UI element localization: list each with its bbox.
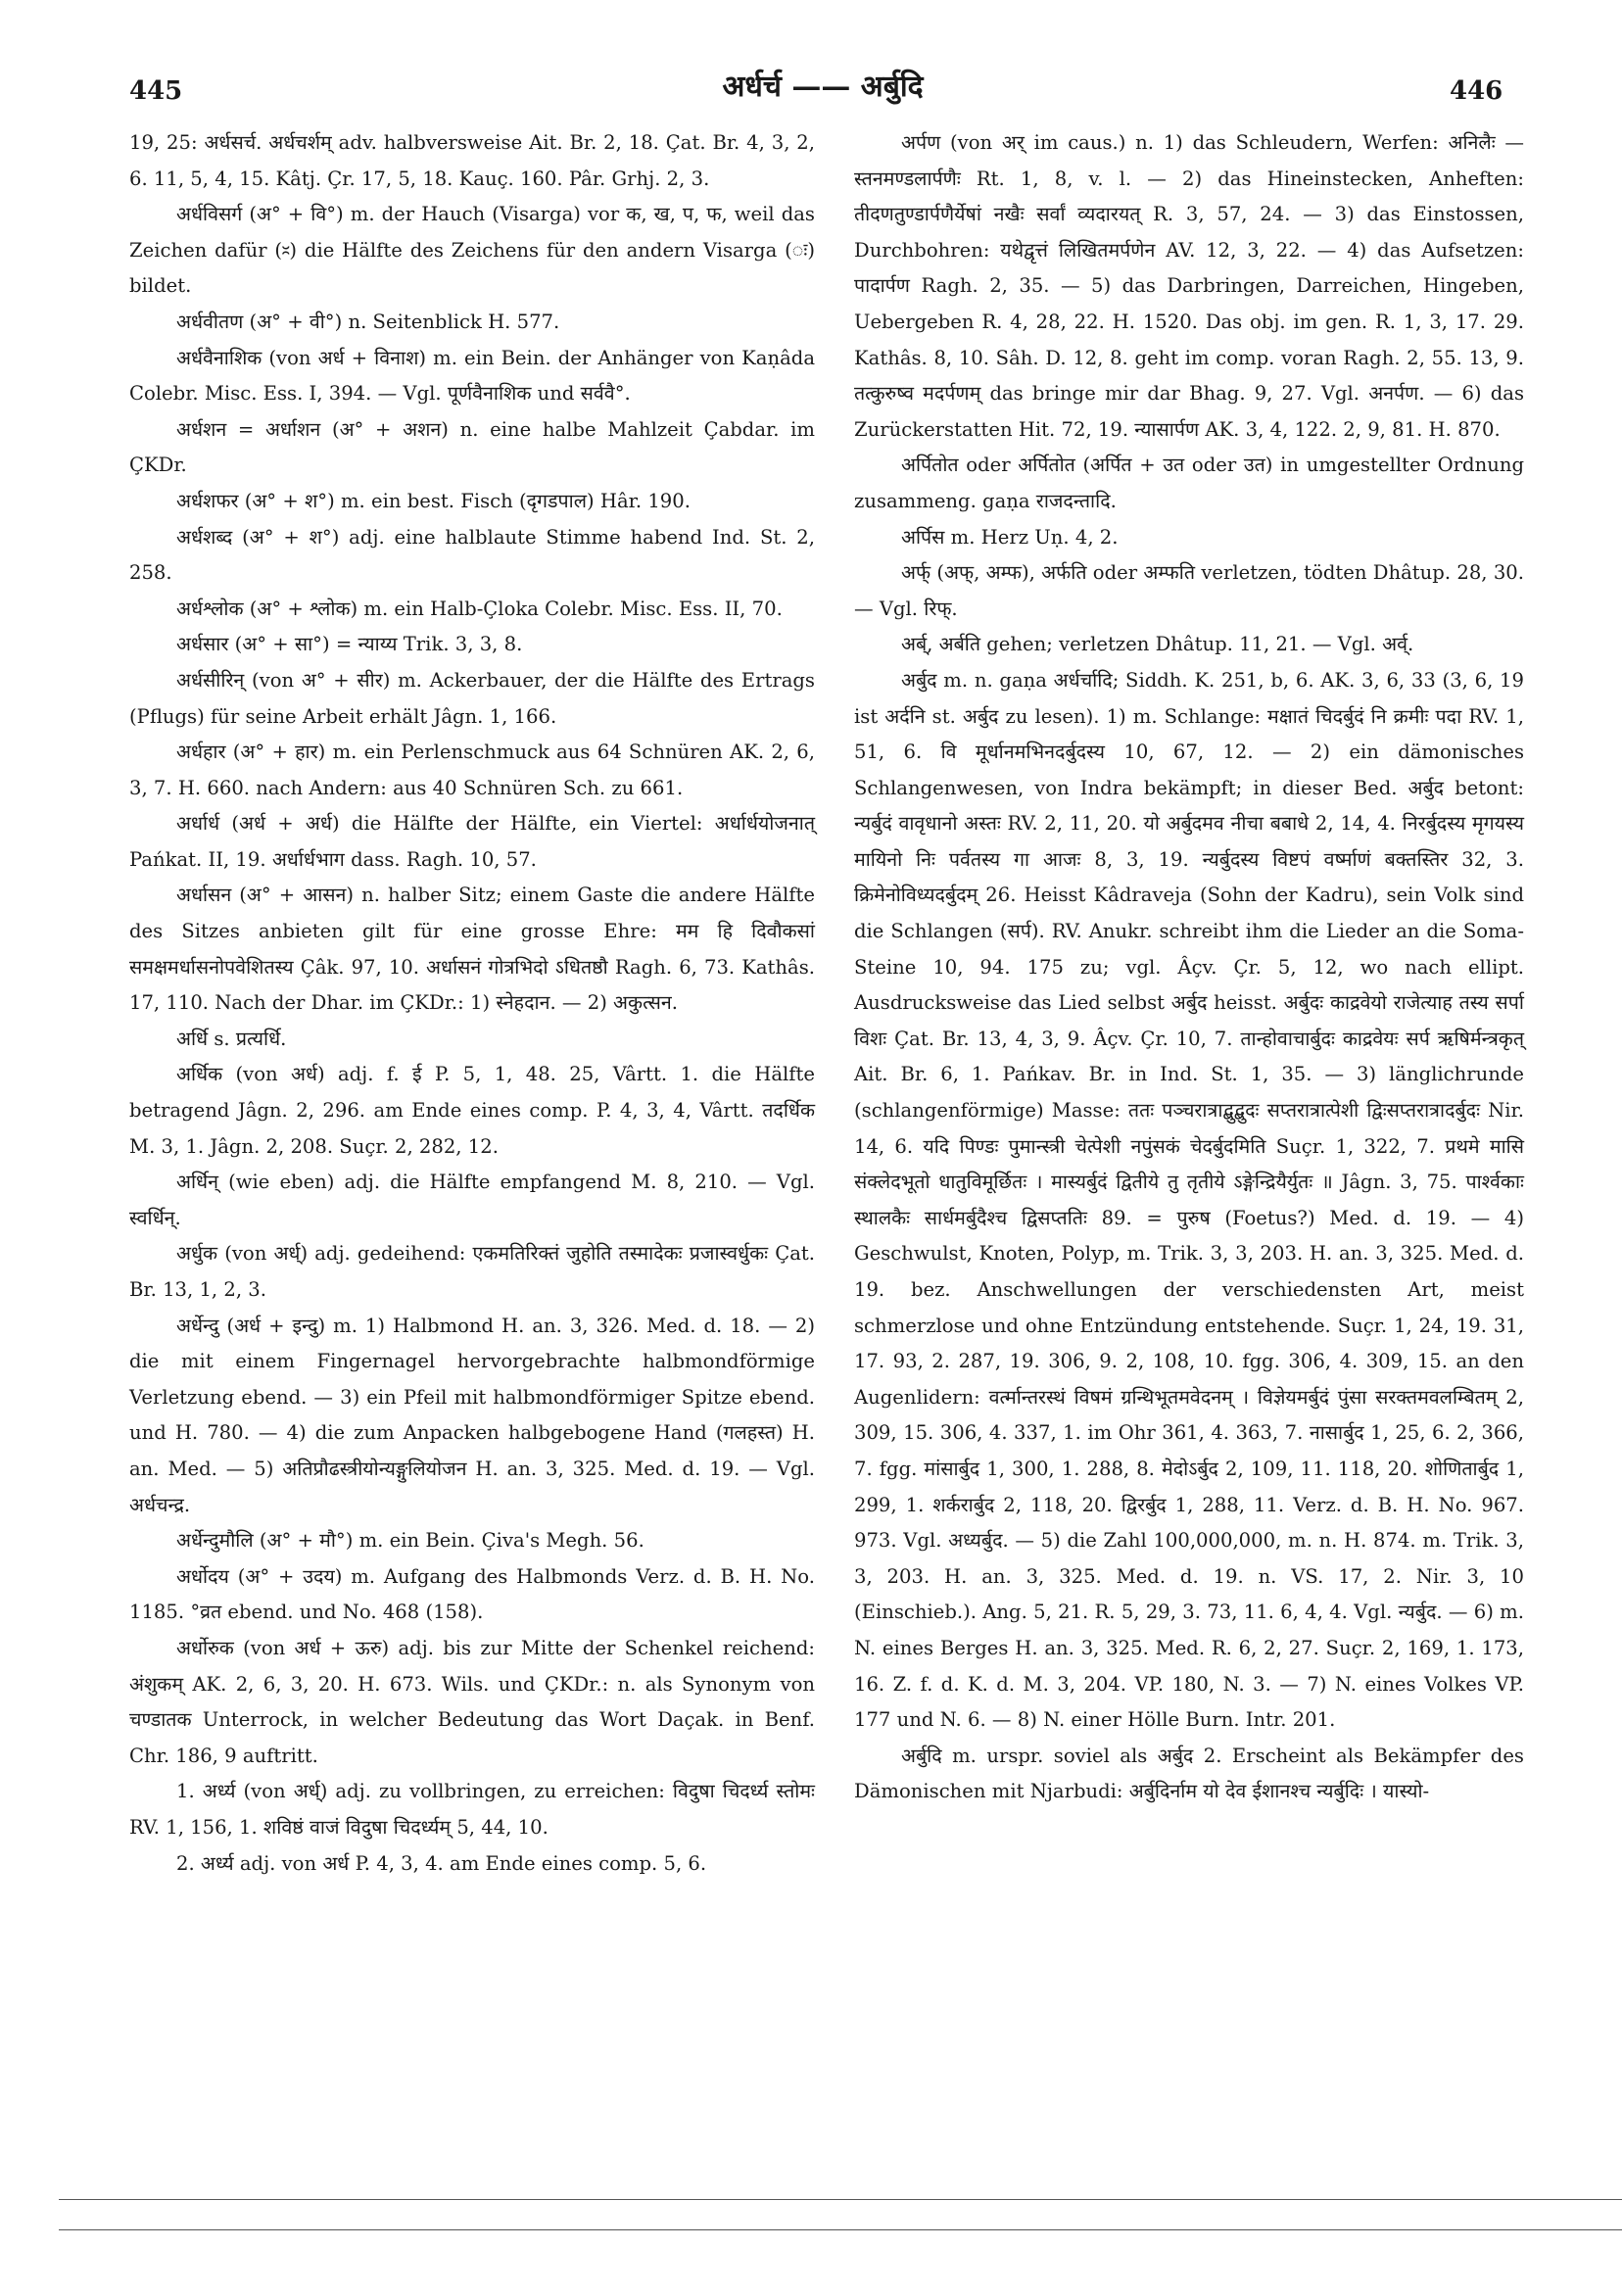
entry: अर्धार्ध (अर्ध + अर्ध) die Hälfte der Hälfte, ein Viertel: अर्धार्धयोजनात् Pańkat. II, 19. अर्धार्धभाग dass. Ragh. 10, 57. [129, 812, 815, 871]
left-column [129, 125, 815, 1882]
entry-continuation: 19, 25: अर्धसर्च. अर्धचर्शम् adv. halbversweise Ait. Br. 2, 18. Çat. Br. 4, 3, 2, 6. 11, 5, 4, 15. Kâtj. Çr. 17, 5, 18. Kauç. 160. Pâr. Grhj. 2, 3. [129, 131, 815, 190]
left-page-number: 445 [129, 76, 183, 106]
entry: अर्धविसर्ग (अ° + वि°) m. der Hauch (Visarga) vor क, ख, प, फ, weil das Zeichen dafür (ᳲ) die Hälfte des Zeichens für den andern Visarga (ः) bildet. [129, 203, 815, 298]
entry: अर्धशब्द (अ° + श°) adj. eine halblaute Stimme habend Ind. St. 2, 258. [129, 525, 815, 585]
right-column [854, 125, 1524, 1810]
entry: अर्धवीतण (अ° + वी°) n. Seitenblick H. 577. [176, 310, 560, 333]
entry: अर्ब्, अर्बति gehen; verletzen Dhâtup. 11, 21. — Vgl. अर्व्. [901, 633, 1414, 656]
entry: अर्धशन = अर्धाशन (अ° + अशन) n. eine halbe Mahlzeit Çabdar. im ÇKDr. [129, 417, 815, 477]
entry: अर्पितोत oder अर्पितोत (अर्पित + उत oder उत) in umgestellter Ordnung zusammeng. gaṇa राजदन्तादि. [854, 454, 1524, 512]
entry: अर्धेन्दुमौलि (अ° + मौ°) m. ein Bein. Çiva's Megh. 56. [176, 1529, 644, 1553]
entry: अर्धोदय (अ° + उदय) m. Aufgang des Halbmonds Verz. d. B. H. No. 1185. °व्रत ebend. und No. 468 (158). [129, 1564, 815, 1624]
entry: अर्फ् (अफ्, अम्फ), अर्फति oder अम्फति verletzen, tödten Dhâtup. 28, 30. — Vgl. रिफ्. [854, 561, 1524, 620]
entry: अर्धोरुक (von अर्ध + ऊरु) adj. bis zur Mitte der Schenkel reichend: अंशुकम् AK. 2, 6, 3, 20. H. 673. Wils. und ÇKDr.: n. als Synonym von चण्डातक Unterrock, in welcher Bedeutung das Wort Daçak. in Benf. Chr. 186, 9 auftritt. [129, 1636, 815, 1767]
right-page-number: 446 [1450, 76, 1503, 106]
entry: अर्बुद m. n. gaṇa अर्धर्चादि; Siddh. K. 251, b, 6. AK. 3, 6, 33 (3, 6, 19 ist अर्दनि st. अर्बुद zu lesen). 1) m. Schlange: मक्षातं चिदर्बुदं नि क्रमीः पदा RV. 1, 51, 6. वि मूर्धानमभिनदर्बुदस्य 10, 67, 12. — 2) ein dämonisches Schlangenwesen, von Indra bekämpft; in dieser Bed. अर्बुद betont: न्यर्बुदं वावृधानो अस्तः RV. 2, 11, 20. यो अर्बुदमव नीचा बबाधे 2, 14, 4. निरर्बुदस्य मृगयस्य मायिनो निः पर्वतस्य गा आजः 8, 3, 19. न्यर्बुदस्य विष्टपं वर्ष्माणं बक्तस्तिर 32, 3. क्रिमेनोविध्यदर्बुदम् 26. Heisst Kâdraveja (Sohn der Kadru), sein Volk sind die Schlangen (सर्प). RV. Anukr. schreibt ihm die Lieder an die Soma-Steine 10, 94. 175 zu; vgl. Âçv. Çr. 5, 12, wo nach ellipt. Ausdrucksweise das Lied selbst अर्बुद heisst. अर्बुदः काद्रवेयो राजेत्याह तस्य सर्पा विशः Çat. Br. 13, 4, 3, 9. Âçv. Çr. 10, 7. तान्होवाचार्बुदः काद्रवेयः सर्प ऋषिर्मन्त्रकृत् Ait. Br. 6, 1. Pańkav. Br. in Ind. St. 1, 35. — 3) länglichrunde (schlangenförmige) Masse: ततः पञ्चरात्राद्बुद्बुदः सप्तरात्रात्पेशी द्विःसप्तरात्रादर्बुदः Nir. 14, 6. यदि पिण्डः पुमान्स्त्री चेत्पेशी नपुंसकं चेदर्बुदमिति Suçr. 1, 322, 7. प्रथमे मासि संक्लेदभूतो धातुविमूर्छितः । मास्यर्बुदं द्वितीये तु तृतीये ऽङ्गेन्द्रियैर्युतः ॥ Jâgn. 3, 75. पार्श्वकाः स्थालकैः सार्धमर्बुदैश्च द्विसप्ततिः 89. = पुरुष (Foetus?) Med. d. 19. — 4) Geschwulst, Knoten, Polyp, m. Trik. 3, 3, 203. H. an. 3, 325. Med. d. 19. bez. Anschwellungen der verschiedensten Art, meist schmerzlose und ohne Entzündung entstehende. Suçr. 1, 24, 19. 31, 17. 93, 2. 287, 19. 306, 9. 2, 108, 10. fgg. 306, 4. 309, 15. an den Augenlidern: वर्त्मान्तरस्थं विषमं ग्रन्थिभूतमवेदनम् । विज्ञेयमर्बुदं पुंसा सरक्तमवलम्बितम् 2, 309, 15. 306, 4. 337, 1. im Ohr 361, 4. 363, 7. नासार्बुद 1, 25, 6. 2, 366, 7. fgg. मांसार्बुद 1, 300, 1. 288, 8. मेदोऽर्बुद 2, 109, 11. 118, 20. शोणितार्बुद 1, 299, 1. शर्करार्बुद 2, 118, 20. द्विरर्बुद 1, 288, 11. Verz. d. B. H. No. 967. 973. Vgl. अध्यर्बुद. — 5) die Zahl 100,000,000, m. n. H. 874. m. Trik. 3, 3, 203. H. an. 3, 325. Med. d. 19. n. VS. 17, 2. Nir. 3, 10 (Einschieb.). Ang. 5, 21. R. 5, 29, 3. 73, 11. 6, 4, 4. Vgl. न्यर्बुद. — 6) m. N. eines Berges H. an. 3, 325. Med. R. 6, 2, 27. Suçr. 2, 169, 1. 173, 16. Z. f. d. K. d. M. 3, 204. VP. 180, N. 3. — 7) N. eines Volkes VP. 177 und N. 6. — 8) N. einer Hölle Burn. Intr. 201. [854, 668, 1524, 1732]
entry: 2. अर्ध्य adj. von अर्ध P. 4, 3, 4. am Ende eines comp. 5, 6. [176, 1851, 707, 1875]
entry: अर्धेन्दु (अर्ध + इन्दु) m. 1) Halbmond H. an. 3, 326. Med. d. 18. — 2) die mit einem Fingernagel hervorgebrachte halbmondförmige Verletzung ebend. — 3) ein Pfeil mit halbmondförmiger Spitze ebend. und H. 780. — 4) die zum Anpacken halbgebogene Hand (गलहस्त) H. an. Med. — 5) अतिप्रौढस्त्रीयोन्यङ्गुलियोजन H. an. 3, 325. Med. d. 19. — Vgl. अर्धचन्द्र. [129, 1314, 815, 1516]
bottom-rule [59, 2199, 1622, 2200]
entry: अर्धुक (von अर्ध्) adj. gedeihend: एकमतिरिक्तं जुहोति तस्मादेकः प्रजास्वर्धुकः Çat. Br. 13, 1, 2, 3. [129, 1242, 815, 1301]
entry: अर्धासन (अ° + आसन) n. halber Sitz; einem Gaste die andere Hälfte des Sitzes anbieten gilt für eine grosse Ehre: मम हि दिवौकसां समक्षमर्धासनोपवेशितस्य Çâk. 97, 10. अर्धासनं गोत्रभिदो ऽधितष्ठौ Ragh. 6, 73. Kathâs. 17, 110. Nach der Dhar. im ÇKDr.: 1) स्नेहदान. — 2) अकुत्सन. [129, 884, 815, 1015]
entry: अर्धश्लोक (अ° + श्लोक) m. ein Halb-Çloka Colebr. Misc. Ess. II, 70. [176, 597, 783, 620]
entry: अर्धिन् (wie eben) adj. die Hälfte empfangend M. 8, 210. — Vgl. स्वर्धिन्. [129, 1171, 815, 1229]
entry: अर्धवैनाशिक (von अर्ध + विनाश) m. ein Bein. der Anhänger von Kaṇâda Colebr. Misc. Ess. I, 394. — Vgl. पूर्णवैनाशिक und सर्ववै°. [129, 346, 815, 406]
entry: अर्धि s. प्रत्यर्धि. [176, 1027, 287, 1050]
entry: 1. अर्ध्य (von अर्ध्) adj. zu vollbringen, zu erreichen: विदुषा चिदर्ध्य स्तोमः RV. 1, 156, 1. शविष्ठं वाजं विदुषा चिदर्ध्यम् 5, 44, 10. [129, 1780, 815, 1839]
entry: अर्धहार (अ° + हार) m. ein Perlenschmuck aus 64 Schnüren AK. 2, 6, 3, 7. H. 660. nach Andern: aus 40 Schnüren Sch. zu 661. [129, 741, 815, 799]
entry: अर्धशफर (अ° + श°) m. ein best. Fisch (दृगडपाल) Hâr. 190. [176, 489, 691, 512]
entry: अर्पण (von अर् im caus.) n. 1) das Schleudern, Werfen: अनिलैः — स्तनमण्डलार्पणैः Rt. 1, 8, v. l. — 2) das Hineinstecken, Anheften: तीदणतुण्डार्पणैर्येषां नखैः सर्वां व्यदारयत् R. 3, 57, 24. — 3) das Einstossen, Durchbohren: यथेद्वृत्तं लिखितमर्पणेन AV. 12, 3, 22. — 4) das Aufsetzen: पादार्पण Ragh. 2, 35. — 5) das Darbringen, Darreichen, Hingeben, Uebergeben R. 4, 28, 22. H. 1520. Das obj. im gen. R. 1, 3, 17. 29. Kathâs. 8, 10. Sâh. D. 12, 8. geht im comp. voran Ragh. 2, 55. 13, 9. तत्कुरुष्व मदर्पणम् das bringe mir dar Bhag. 9, 27. Vgl. अनर्पण. — 6) das Zurückerstatten Hit. 72, 19. न्यासार्पण AK. 3, 4, 122. 2, 9, 81. H. 870. [854, 131, 1524, 441]
entry: अर्धसार (अ° + सा°) = न्याय्य Trik. 3, 3, 8. [176, 633, 523, 656]
entry: अर्बुदि m. urspr. soviel als अर्बुद 2. Erscheint als Bekämpfer des Dämonischen mit Njarbudi: अर्बुदिर्नाम यो देव ईशानश्च न्यर्बुदिः । यास्यो- [854, 1744, 1524, 1803]
entry: अर्पिस m. Herz Uṇ. 4, 2. [901, 525, 1119, 549]
entry: अर्धिक (von अर्ध) adj. f. ई P. 5, 1, 48. 25, Vârtt. 1. die Hälfte betragend Jâgn. 2, 296. am Ende eines comp. P. 4, 3, 4, Vârtt. तदर्धिक M. 3, 1. Jâgn. 2, 208. Suçr. 2, 282, 12. [129, 1063, 815, 1158]
bottom-rule-secondary [59, 2229, 1622, 2230]
entry: अर्धसीरिन् (von अ° + सीर) m. Ackerbauer, der die Hälfte des Ertrags (Pflugs) für seine Arbeit erhält Jâgn. 1, 166. [129, 668, 815, 728]
running-head: अर्धर्च —— अर्बुदि [722, 70, 924, 104]
